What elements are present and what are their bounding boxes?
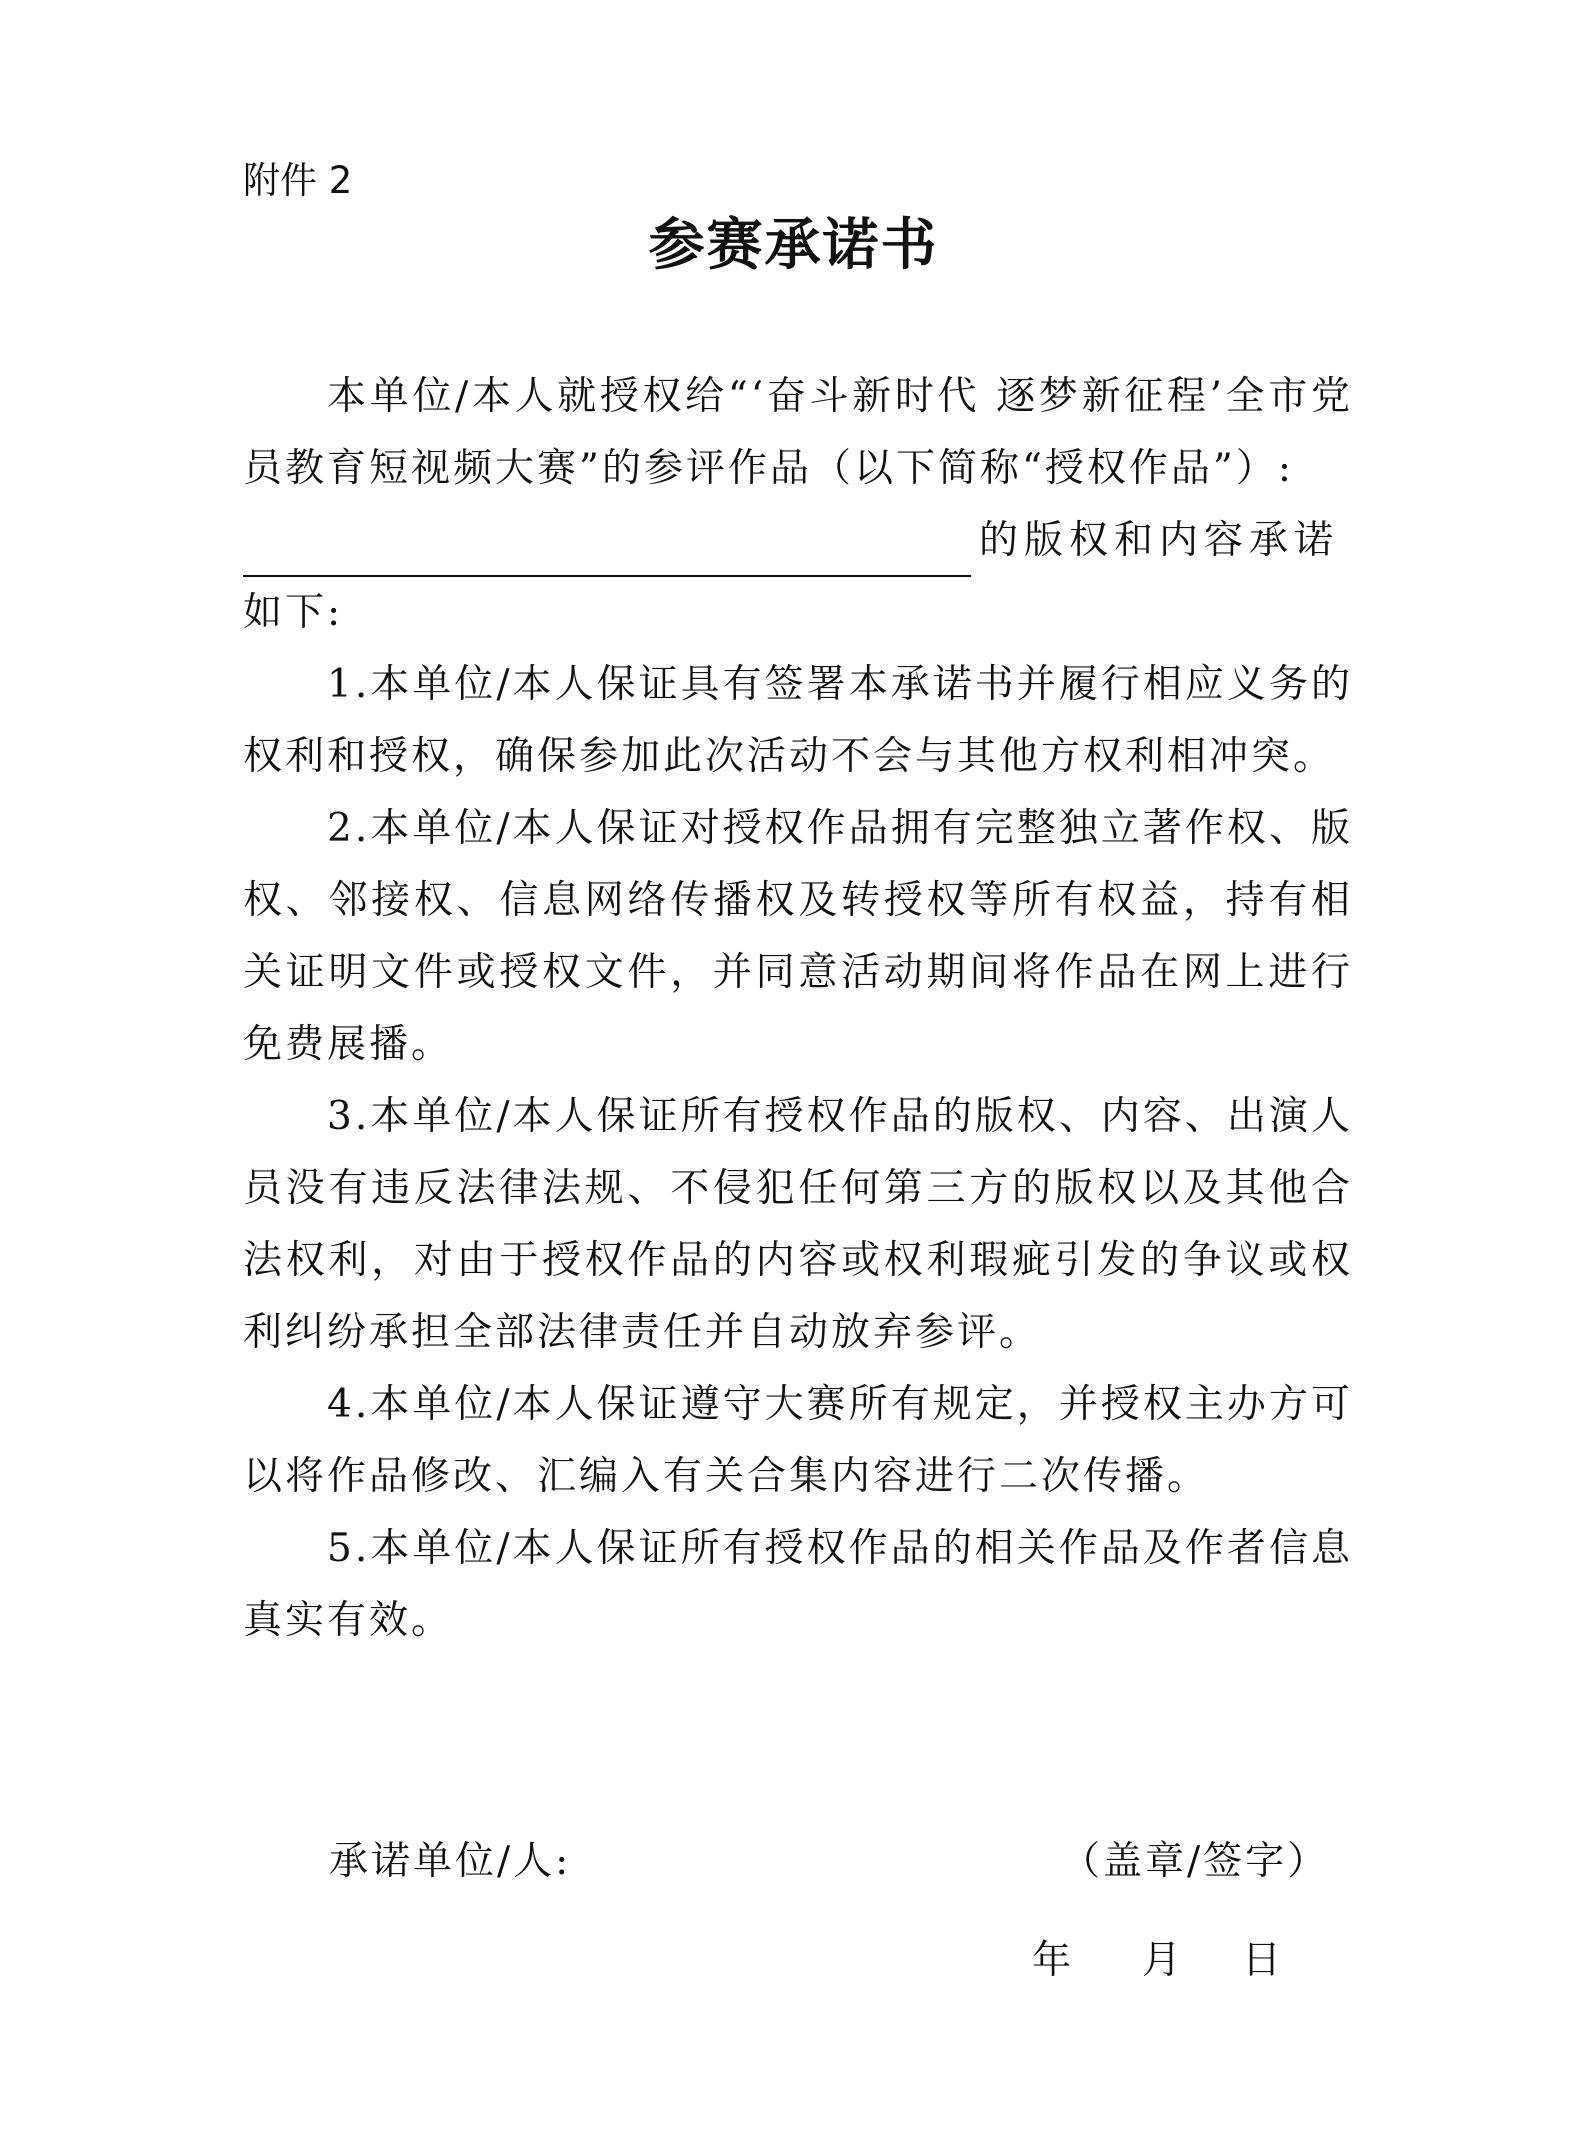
intro-paragraph: 本单位/本人就授权给“‘奋斗新时代 逐梦新征程’全市党员教育短视频大赛”的参评作品（以下简称“授权作品”）:	[243, 374, 1353, 491]
clause-3: 3.本单位/本人保证所有授权作品的版权、内容、出演人员没有违反法律法规、不侵犯任何第三方的版权以及其他合法权利，对由于授权作品的内容或权利瑕疵引发的争议或权利纠纷承担全部法律责任并自动放弃参评。	[243, 1094, 1353, 1355]
intro-suffix: 的版权和内容承诺	[979, 518, 1340, 563]
clause-1: 1.本单位/本人保证具有签署本承诺书并履行相应义务的权利和授权，确保参加此次活动不会与其他方权利相冲突。	[243, 662, 1353, 779]
date-row	[1032, 1925, 1302, 1997]
clause-5: 5.本单位/本人保证所有授权作品的相关作品及作者信息真实有效。	[243, 1526, 1353, 1643]
intro-end: 如下:	[243, 590, 344, 635]
commitment-body	[243, 361, 1353, 1657]
attachment-label: 附件 2	[243, 159, 353, 202]
clause-2: 2.本单位/本人保证对授权作品拥有完整独立著作权、版权、邻接权、信息网络传播权及转授权等所有权益，持有相关证明文件或授权文件，并同意活动期间将作品在网上进行免费展播。	[243, 806, 1353, 1067]
date-month: 月	[1142, 1938, 1182, 1983]
document-title: 参赛承诺书	[648, 212, 939, 278]
clause-4: 4.本单位/本人保证遵守大赛所有规定，并授权主办方可以将作品修改、汇编入有关合集内容进行二次传播。	[243, 1382, 1353, 1499]
signature-note: （盖章/签字）	[1061, 1839, 1330, 1884]
blank-fill-row	[243, 505, 1353, 577]
date-day: 日	[1242, 1938, 1282, 1983]
signature-row	[0, 1826, 1587, 1898]
work-name-blank[interactable]	[243, 523, 971, 577]
date-year: 年	[1032, 1938, 1072, 1983]
signature-label: 承诺单位/人:	[329, 1839, 572, 1884]
